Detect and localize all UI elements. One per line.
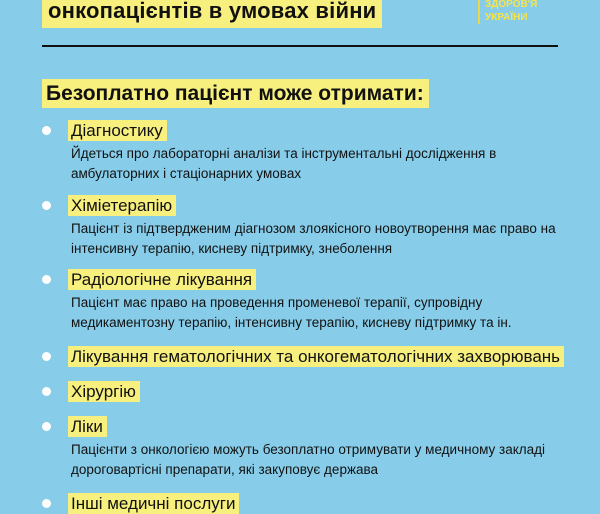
service-title: Ліки [68,416,107,437]
service-description: Пацієнт має право на проведення променевої терапії, супровідну медикаментозну терапію, інтенсивну терапію, кисневу підтримку та ін. [71,295,512,330]
list-item [42,416,570,480]
bullet-icon [42,352,51,361]
list-item [42,195,570,259]
services-list [42,120,570,514]
service-title: Хірургію [68,381,140,402]
list-item [42,346,570,367]
bullet-icon [42,201,51,210]
service-title: Хіміетерапію [68,195,176,216]
bullet-icon [42,275,51,284]
bullet-icon [42,387,51,396]
service-description: Пацієнти з онкологією можуть безоплатно отримувати у медичному закладі дороговартісні препарати, які закуповує держава [71,442,546,477]
logo-line-2: УКРАЇНИ [485,12,528,23]
title-divider [42,45,558,47]
section-heading: Безоплатно пацієнт може отримати: [42,79,429,108]
service-title: Лікування гематологічних та онкогематологічних захворювань [68,346,564,367]
bullet-icon [42,126,51,135]
service-description: Йдеться про лабораторні аналізи та інструментальні дослідження в амбулаторних і стаціонарних умовах [71,146,497,181]
service-title: Діагностику [68,120,167,141]
service-title: Радіологічне лікування [68,269,256,290]
bullet-icon [42,422,51,431]
list-item [42,381,570,402]
ministry-logo [478,0,537,24]
service-description: Пацієнт із підтвердженим діагнозом злоякісного новоутворення має право на інтенсивну терапію, кисневу підтримку, знеболення [71,221,556,256]
logo-line-1: ЗДОРОВ'Я [485,0,538,10]
service-title: Інші медичні послуги [68,493,239,514]
list-item [42,120,570,184]
page-title: онкопацієнтів в умовах війни [42,0,382,28]
list-item [42,269,570,333]
